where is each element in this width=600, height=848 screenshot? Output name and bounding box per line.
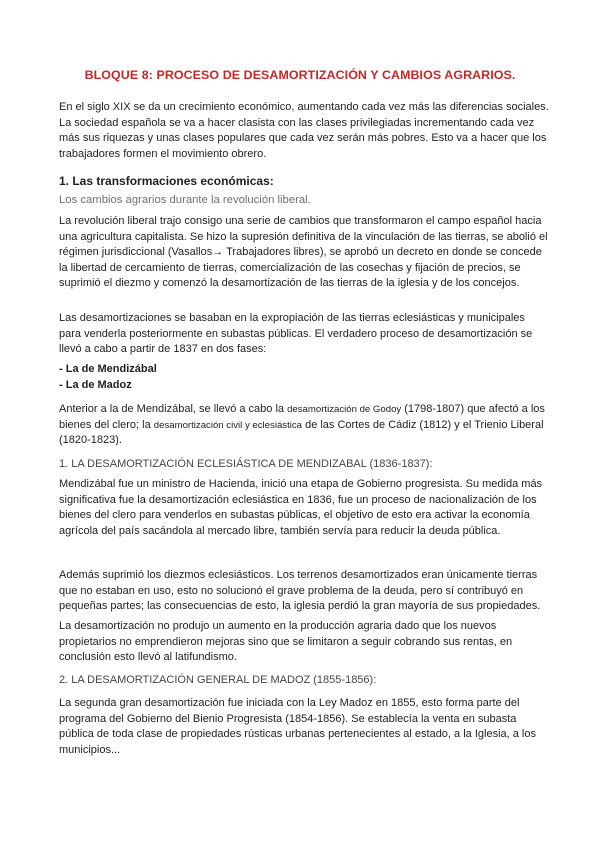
civil-term: desamortización civil y eclesiástica	[153, 419, 303, 431]
phase-item-madoz: - La de Madoz	[59, 379, 132, 391]
section-heading-madoz: 2. LA DESAMORTIZACIÓN GENERAL DE MADOZ (1855-1856):	[59, 674, 377, 686]
godoy-term: desamortización de Godoy	[287, 404, 402, 415]
desamortization-paragraph: Las desamortizaciones se basaban en la expropiación de las tierras eclesiásticas y municipales para venderla posteriormente en subastas públicas. El verdadero proceso de desamortización se llevó a cabo a partir de 1837 en dos fases:	[59, 312, 533, 355]
mendizabal-paragraph: Mendizábal fue un ministro de Hacienda, inició una etapa de Gobierno progresista. Su medida más significativa fue la desamortización eclesiástica en 1836, fue un proceso de nacionalización de los bienes del clero para venderlos en subastas públicas, el objetivo de esto era activar la economía agrícola del país sacándola al mercado libre, también servía para reducir la deuda pública.	[59, 478, 543, 537]
section-heading-economic: 1. Las transformaciones económicas:	[59, 174, 274, 188]
liberal-revolution-paragraph: La revolución liberal trajo consigo una serie de cambios que transformaron el campo español hacia una agricultura capitalista. Se hizo la supresión definitiva de la vinculación de las tierras, se abolió el régimen jurisdiccional (Vasallos→ Trabajadores libres), se aprobó un decreto en donde se concede la libertad de cercamiento de tierras, comercialización de las cosechas y fijación de precios, se suprimió el diezmo y comenzó la desamortización de las tierras de la iglesia y de los concejos.	[59, 215, 548, 289]
text-run: (1798-1807) que afectó a los bienes del clero; la	[59, 403, 545, 431]
diezmos-paragraph: Además suprimió los diezmos eclesiásticos. Los terrenos desamortizados eran únicamente tierras que no estaban en uso, esto no solucionó el grave problema de la deuda, pero sí contribuyó en pequeñas partes; las consecuencias de esto, la iglesia perdió la gran mayoría de sus propiedades.	[59, 569, 541, 612]
section-heading-mendizabal: 1. LA DESAMORTIZACIÓN ECLESIÁSTICA DE MENDIZABAL (1836-1837):	[59, 458, 433, 470]
text-run: Anterior a la de Mendizábal, se llevó a cabo la	[59, 403, 288, 415]
section-subheading-agrarian: Los cambios agrarios durante la revolución liberal.	[59, 194, 311, 206]
latifundismo-paragraph: La desamortización no produjo un aumento en la producción agraria dado que los nuevos propietarios no emprendieron mejoras sino que se limitaron a seguir cobrando sus rentas, en conclusión esto llevó al latifundismo.	[59, 620, 513, 663]
page-title: BLOQUE 8: PROCESO DE DESAMORTIZACIÓN Y CAMBIOS AGRARIOS.	[84, 68, 516, 82]
phase-item-mendizabal: - La de Mendizábal	[59, 363, 157, 375]
madoz-paragraph: La segunda gran desamortización fue iniciada con la Ley Madoz en 1855, esto forma parte del programa del Gobierno del Bienio Progresista (1854-1856). Se establecía la venta en subasta pública de toda clase de propiedades rústicas urbanas pertenecientes al estado, a la Iglesia, a los municipios...	[59, 697, 536, 756]
text-run: de las Cortes de Cádiz (1812) y el Trienio Liberal (1820-1823).	[59, 418, 544, 446]
intro-paragraph: En el siglo XIX se da un crecimiento económico, aumentando cada vez más las diferencias sociales. La sociedad española se va a hacer clasista con las clases privilegiadas incrementando cada vez más sus riquezas y unas clases populares que cada vez serán más pobres. Esto va a hacer que los trabajadores formen el movimiento obrero.	[59, 101, 549, 160]
previous-desamortizations-paragraph	[59, 402, 549, 449]
